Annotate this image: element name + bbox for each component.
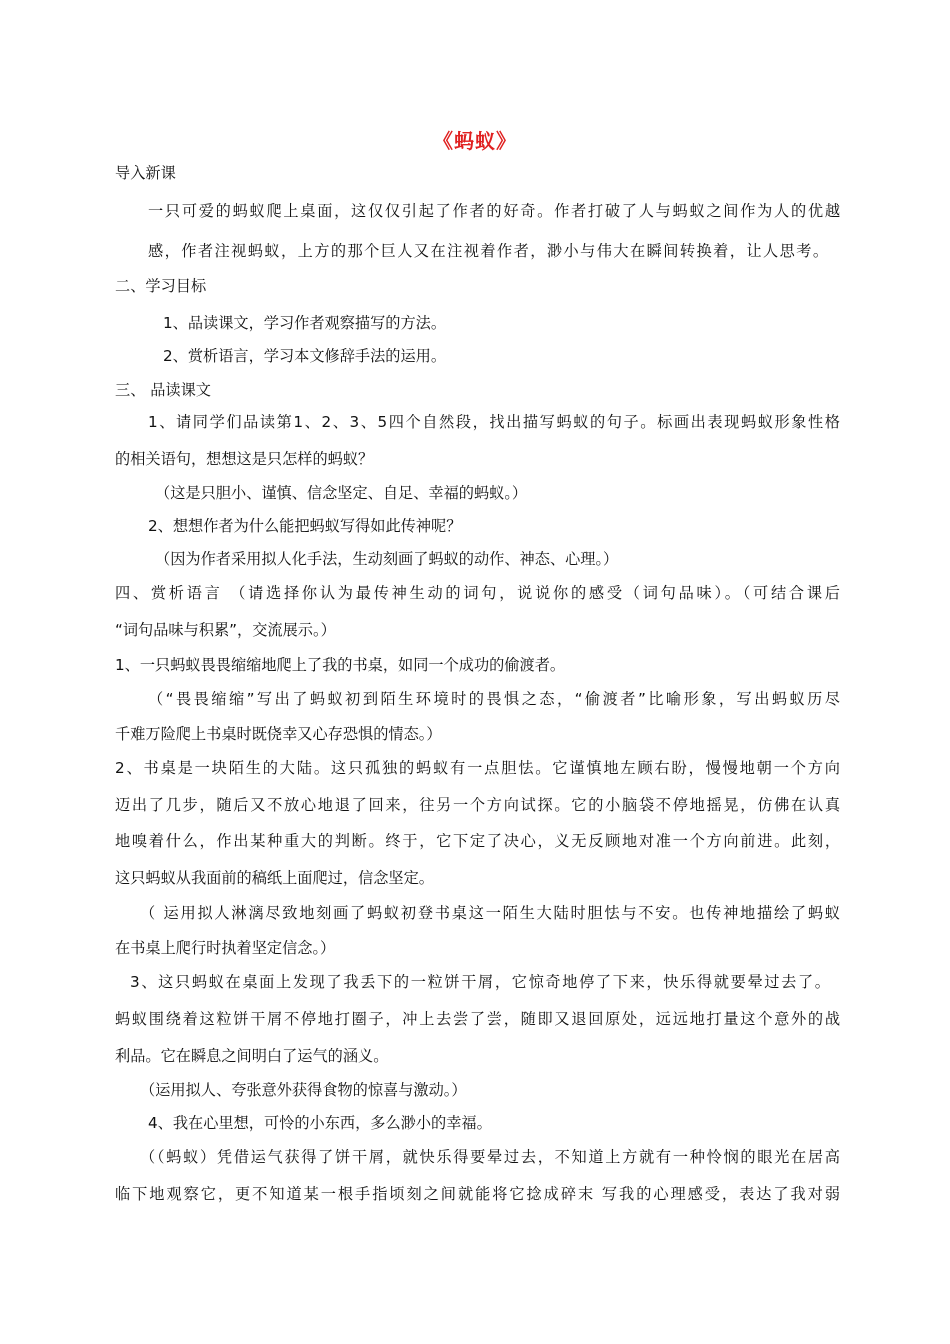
reading-heading: 三、 品读课文 [115,381,211,399]
question-line: 的相关语句，想想这是只怎样的蚂蚁？ [115,450,374,468]
intro-paragraph-line: 一只可爱的蚂蚁爬上桌面，这仅仅引起了作者的好奇。作者打破了人与蚂蚁之间作为人的优越 [148,202,840,220]
question-line: 2、想想作者为什么能把蚂蚁写得如此传神呢？ [148,517,462,535]
sentence-line: 地嗅着什么，作出某种重大的判断。终于，它下定了决心，义无反顾地对准一个方向前进。此刻， [115,832,840,850]
question-line: 1、请同学们品读第1、2、3、5四个自然段，找出描写蚂蚁的句子。标画出表现蚂蚁形象性格 [148,413,840,431]
sentence-note-line: （（蚂蚁）凭借运气获得了饼干屑，就快乐得要晕过去，不知道上方就有一种怜悯的眼光在居高 [140,1148,840,1166]
language-heading-line: 四、赏析语言 （请选择你认为最传神生动的词句，说说你的感受（词句品味）。（可结合课后 [115,584,840,602]
sentence-note-line: （ 运用拟人淋漓尽致地刻画了蚂蚁初登书桌这一陌生大陆时胆怯与不安。也传神地描绘了蚂蚁 [140,904,840,922]
sentence-note-line: 在书桌上爬行时执着坚定信念。） [115,939,336,957]
sentence-line: 利品。它在瞬息之间明白了运气的涵义。 [115,1047,389,1065]
answer-text: （这是只胆小、谨慎、信念坚定、自足、幸福的蚂蚁。） [155,484,528,502]
page-title: 《蚂蚁》 [433,129,517,153]
language-heading-line: “词句品味与积累”，交流展示。） [115,621,336,639]
sentence-line: 迈出了几步，随后又不放心地退了回来，往另一个方向试探。它的小脑袋不停地摇晃，仿佛在认真 [115,796,840,814]
sentence-text: 4、我在心里想，可怜的小东西，多么渺小的幸福。 [148,1114,492,1132]
sentence-note-line: 临下地观察它，更不知道某一根手指顷刻之间就能将它捻成碎末 写我的心理感受，表达了我对弱 [115,1185,840,1203]
sentence-line: 2、书桌是一块陌生的大陆。这只孤独的蚂蚁有一点胆怯。它谨慎地左顾右盼，慢慢地朝一个方向 [115,759,840,777]
sentence-line: 这只蚂蚁从我面前的稿纸上面爬过，信念坚定。 [115,869,434,887]
sentence-note: （运用拟人、夸张意外获得食物的惊喜与激动。） [140,1081,467,1099]
goal-item: 1、品读课文，学习作者观察描写的方法。 [163,314,447,332]
sentence-note-line: （“畏畏缩缩”写出了蚂蚁初到陌生环境时的畏惧之态，“偷渡者”比喻形象，写出蚂蚁历尽 [148,690,840,708]
sentence-line: 蚂蚁围绕着这粒饼干屑不停地打圈子，冲上去尝了尝，随即又退回原处，远远地打量这个意外的战 [115,1010,840,1028]
goals-heading: 二、学习目标 [115,277,207,295]
answer-text: （因为作者采用拟人化手法，生动刻画了蚂蚁的动作、神态、心理。） [155,550,619,568]
sentence-line: 3、这只蚂蚁在桌面上发现了我丢下的一粒饼干屑，它惊奇地停了下来，快乐得就要晕过去了。 [130,973,830,991]
intro-paragraph-line: 感，作者注视蚂蚁，上方的那个巨人又在注视着作者，渺小与伟大在瞬间转换着，让人思考。 [148,242,828,260]
sentence-text: 1、一只蚂蚁畏畏缩缩地爬上了我的书桌，如同一个成功的偷渡者。 [115,656,566,674]
goal-item: 2、赏析语言，学习本文修辞手法的运用。 [163,347,447,365]
intro-heading: 导入新课 [115,164,176,182]
sentence-note-line: 千难万险爬上书桌时既侥幸又心存恐惧的情态。） [115,725,442,743]
